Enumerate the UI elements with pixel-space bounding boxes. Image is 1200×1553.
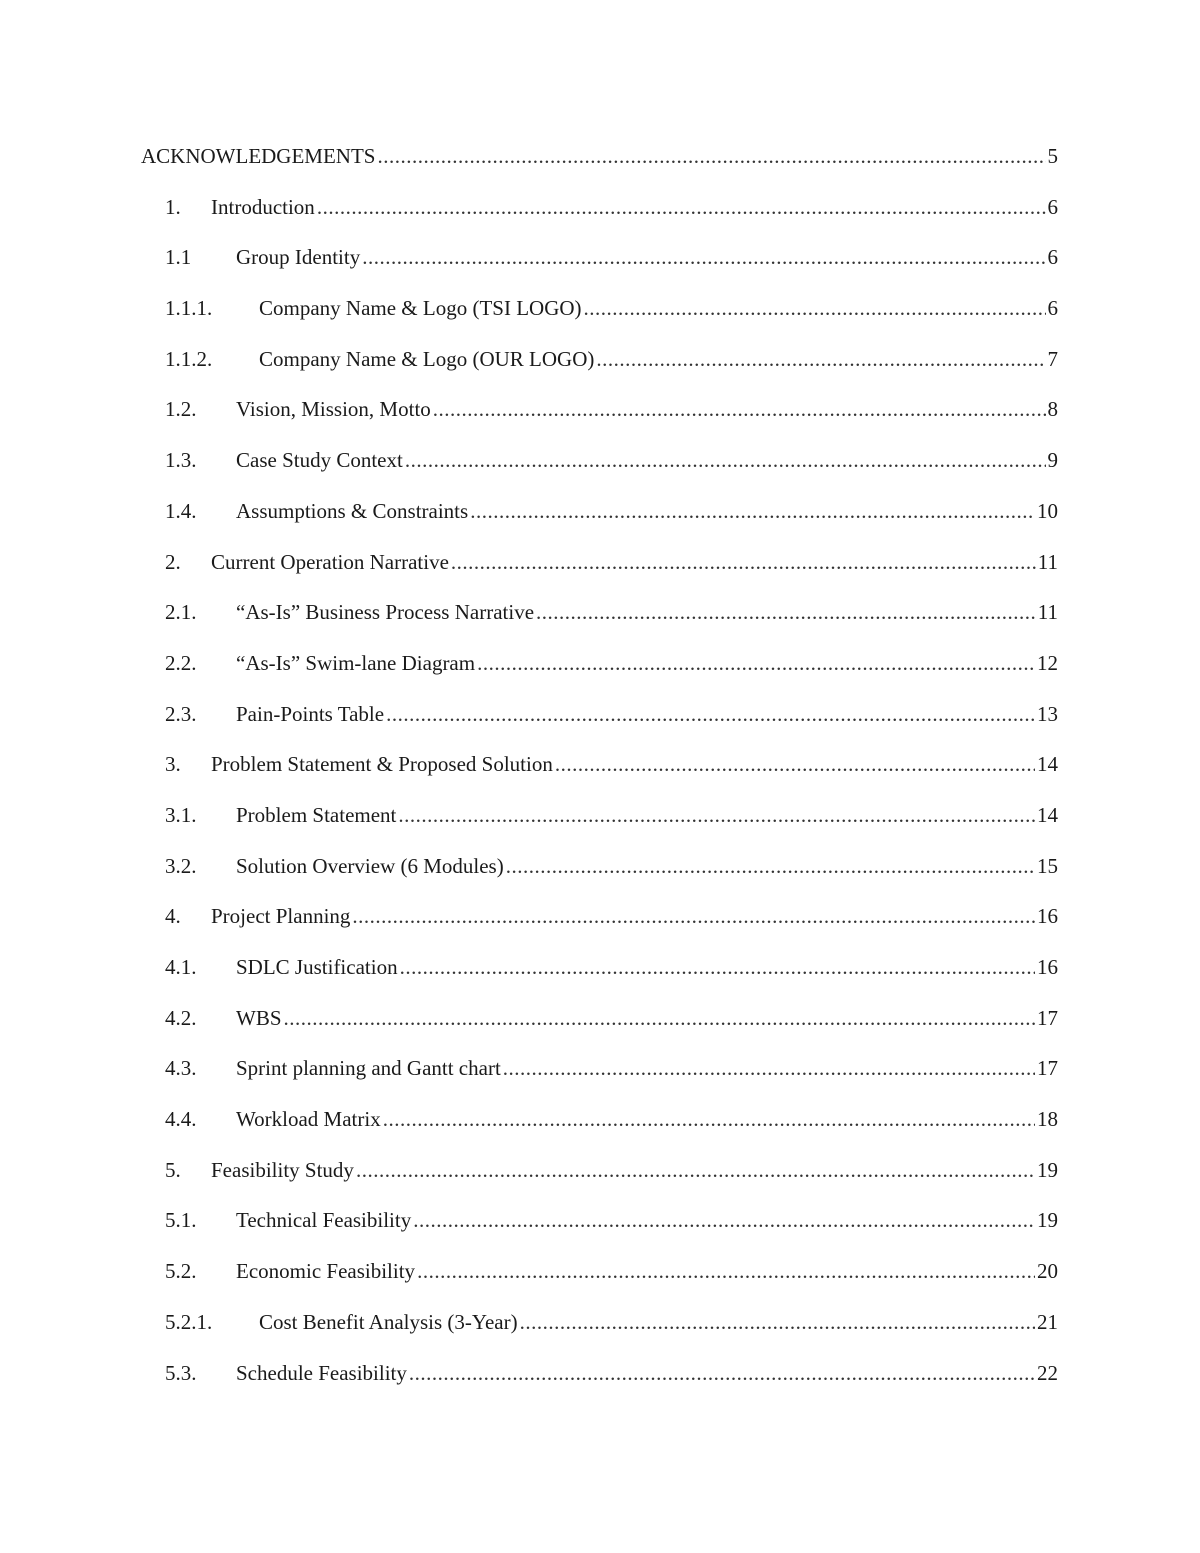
toc-entry-number: 1.1.1. xyxy=(165,296,213,321)
toc-entry-page-number[interactable]: 19 xyxy=(1037,1208,1058,1233)
toc-entry-title[interactable]: Feasibility Study xyxy=(211,1157,354,1182)
toc-dot-leader xyxy=(555,749,1035,779)
toc-entry-line[interactable] xyxy=(165,192,1058,222)
toc-entry[interactable] xyxy=(0,851,1200,902)
toc-entry-title[interactable]: Schedule Feasibility xyxy=(236,1360,407,1385)
toc-entry-title[interactable]: Pain-Points Table xyxy=(236,701,385,726)
toc-entry-number: 5.2.1. xyxy=(165,1309,213,1334)
toc-entry-page-number[interactable]: 16 xyxy=(1037,904,1058,929)
toc-entry[interactable] xyxy=(0,1205,1200,1256)
toc-entry-number: 3.1. xyxy=(165,802,197,827)
toc-entry-page-number[interactable]: 14 xyxy=(1037,802,1058,827)
toc-entry-line[interactable] xyxy=(165,445,1058,475)
toc-dot-leader xyxy=(409,1358,1035,1388)
toc-dot-leader xyxy=(417,1256,1035,1286)
toc-entry-title[interactable]: ACKNOWLEDGEMENTS xyxy=(141,144,376,168)
toc-entry-number: 5.3. xyxy=(165,1360,197,1385)
toc-entry-line[interactable] xyxy=(165,851,1058,881)
toc-entry[interactable] xyxy=(0,192,1200,243)
toc-dot-leader xyxy=(536,597,1036,627)
toc-entry-page-number[interactable]: 5 xyxy=(1047,144,1058,168)
toc-entry-title[interactable]: Project Planning xyxy=(211,904,351,929)
toc-entry-line[interactable] xyxy=(165,800,1058,830)
toc-dot-leader xyxy=(596,344,1045,374)
toc-entry-page-number[interactable]: 9 xyxy=(1047,448,1058,473)
toc-entry[interactable] xyxy=(0,394,1200,445)
toc-entry-title[interactable]: Company Name & Logo (TSI LOGO) xyxy=(259,296,582,321)
toc-entry-page-number[interactable]: 15 xyxy=(1037,853,1058,878)
toc-entry[interactable] xyxy=(0,1256,1200,1307)
toc-entry-page-number[interactable]: 18 xyxy=(1037,1107,1058,1132)
toc-entry-number: 4.1. xyxy=(165,955,197,979)
toc-entry-line[interactable] xyxy=(165,394,1058,424)
toc-entry[interactable] xyxy=(0,1155,1200,1206)
toc-entry[interactable] xyxy=(0,1053,1200,1104)
toc-entry-title[interactable]: “As-Is” Swim-lane Diagram xyxy=(236,650,476,675)
toc-dot-leader xyxy=(413,1205,1035,1235)
toc-entry[interactable] xyxy=(0,749,1200,800)
toc-entry-number: 2.1. xyxy=(165,600,197,625)
toc-entry[interactable] xyxy=(0,1003,1200,1054)
toc-entry-page-number[interactable]: 8 xyxy=(1047,397,1058,422)
toc-entry-line[interactable] xyxy=(165,1053,1058,1083)
toc-entry-number: 1.2. xyxy=(165,397,197,422)
toc-dot-leader xyxy=(470,496,1035,526)
toc-entry-line[interactable] xyxy=(141,141,1058,171)
table-of-contents xyxy=(0,141,1200,1408)
toc-entry[interactable] xyxy=(0,496,1200,547)
toc-entry[interactable] xyxy=(0,901,1200,952)
toc-entry-number: 3. xyxy=(165,752,181,777)
toc-entry-title[interactable]: Technical Feasibility xyxy=(236,1208,412,1233)
toc-entry-number: 2. xyxy=(165,549,181,574)
toc-dot-leader xyxy=(477,648,1035,678)
toc-entry-number: 2.3. xyxy=(165,701,197,726)
toc-entry-page-number[interactable]: 21 xyxy=(1037,1309,1058,1334)
toc-dot-leader xyxy=(352,901,1035,931)
toc-entry-page-number[interactable]: 7 xyxy=(1047,346,1058,371)
toc-entry[interactable] xyxy=(0,141,1200,192)
toc-entry-title[interactable]: SDLC Justification xyxy=(236,955,398,979)
toc-entry-number: 4.4. xyxy=(165,1107,197,1132)
toc-entry-page-number[interactable]: 6 xyxy=(1047,245,1058,270)
toc-dot-leader xyxy=(506,851,1035,881)
toc-entry[interactable] xyxy=(0,293,1200,344)
toc-entry-number: 4.3. xyxy=(165,1056,197,1081)
toc-entry-number: 3.2. xyxy=(165,853,197,878)
toc-entry-page-number[interactable]: 22 xyxy=(1037,1360,1058,1385)
toc-entry-page-number[interactable]: 17 xyxy=(1037,1056,1058,1081)
toc-entry-number: 1. xyxy=(165,194,181,219)
toc-entry[interactable] xyxy=(0,445,1200,496)
toc-entry-number: 4. xyxy=(165,904,181,929)
toc-entry-number: 4.2. xyxy=(165,1005,197,1030)
toc-entry[interactable] xyxy=(0,1358,1200,1409)
toc-entry-title[interactable]: Cost Benefit Analysis (3-Year) xyxy=(259,1309,518,1334)
toc-entry-page-number[interactable]: 11 xyxy=(1037,549,1058,574)
toc-entry-line[interactable] xyxy=(165,344,1058,374)
toc-entry-title[interactable]: Problem Statement xyxy=(236,802,397,827)
toc-entry-line[interactable] xyxy=(165,901,1058,931)
toc-dot-leader xyxy=(317,192,1046,222)
toc-dot-leader xyxy=(386,699,1035,729)
toc-entry-line[interactable] xyxy=(165,242,1058,272)
toc-entry-number: 5.1. xyxy=(165,1208,197,1233)
toc-entry-line[interactable] xyxy=(165,749,1058,779)
toc-entry-line[interactable] xyxy=(165,1205,1058,1235)
toc-entry-title[interactable]: WBS xyxy=(236,1005,282,1030)
toc-entry-line[interactable] xyxy=(165,648,1058,678)
toc-dot-leader xyxy=(433,394,1046,424)
toc-dot-leader xyxy=(451,547,1036,577)
toc-dot-leader xyxy=(284,1003,1035,1033)
toc-entry-page-number[interactable]: 6 xyxy=(1047,194,1058,219)
toc-dot-leader xyxy=(377,141,1045,171)
toc-entry-line[interactable] xyxy=(165,1358,1058,1388)
toc-dot-leader xyxy=(362,242,1045,272)
toc-entry-line[interactable] xyxy=(165,597,1058,627)
toc-entry-title[interactable]: Current Operation Narrative xyxy=(211,549,449,574)
toc-dot-leader xyxy=(584,293,1046,323)
toc-entry-number: 1.1 xyxy=(165,245,192,270)
toc-dot-leader xyxy=(356,1155,1035,1185)
toc-entry-line[interactable] xyxy=(165,547,1058,577)
toc-entry-title[interactable]: Vision, Mission, Motto xyxy=(236,397,431,422)
toc-entry-title[interactable]: Solution Overview (6 Modules) xyxy=(236,853,504,878)
toc-entry[interactable] xyxy=(0,597,1200,648)
toc-entry-line[interactable] xyxy=(165,1003,1058,1033)
toc-dot-leader xyxy=(503,1053,1035,1083)
toc-dot-leader xyxy=(520,1307,1035,1337)
toc-entry-page-number[interactable]: 12 xyxy=(1037,650,1058,675)
toc-entry-line[interactable] xyxy=(165,699,1058,729)
toc-entry-title[interactable]: Group Identity xyxy=(236,245,361,270)
toc-entry[interactable] xyxy=(0,648,1200,699)
toc-entry-title[interactable]: Introduction xyxy=(211,194,315,219)
toc-entry[interactable] xyxy=(0,242,1200,293)
toc-dot-leader xyxy=(398,800,1035,830)
toc-entry-line[interactable] xyxy=(165,952,1058,982)
toc-entry-title[interactable]: Sprint planning and Gantt chart xyxy=(236,1056,501,1081)
toc-entry-line[interactable] xyxy=(165,1256,1058,1286)
toc-dot-leader xyxy=(400,952,1035,982)
toc-entry-number: 5. xyxy=(165,1157,181,1182)
toc-entry-title[interactable]: Case Study Context xyxy=(236,448,403,473)
toc-entry-page-number[interactable]: 16 xyxy=(1037,955,1058,979)
toc-entry-page-number[interactable]: 13 xyxy=(1037,701,1058,726)
toc-entry[interactable] xyxy=(0,1104,1200,1155)
toc-entry-line[interactable] xyxy=(165,496,1058,526)
toc-entry-number: 1.1.2. xyxy=(165,346,213,371)
toc-entry[interactable] xyxy=(0,800,1200,851)
toc-entry-title[interactable]: Workload Matrix xyxy=(236,1107,381,1132)
toc-entry-page-number[interactable]: 6 xyxy=(1047,296,1058,321)
toc-entry-line[interactable] xyxy=(165,1307,1058,1337)
toc-entry-number: 5.2. xyxy=(165,1259,197,1284)
toc-entry[interactable] xyxy=(0,1307,1200,1358)
toc-entry[interactable] xyxy=(0,547,1200,598)
toc-entry[interactable] xyxy=(0,952,1200,1003)
toc-entry-line[interactable] xyxy=(165,1155,1058,1185)
toc-entry-title[interactable]: Economic Feasibility xyxy=(236,1259,416,1284)
toc-entry-title[interactable]: Assumptions & Constraints xyxy=(236,498,469,523)
toc-entry-line[interactable] xyxy=(165,1104,1058,1134)
toc-dot-leader xyxy=(405,445,1046,475)
toc-entry-page-number[interactable]: 20 xyxy=(1037,1259,1058,1284)
toc-entry-title[interactable]: Problem Statement & Proposed Solution xyxy=(211,752,553,777)
toc-entry[interactable] xyxy=(0,344,1200,395)
toc-entry-number: 1.3. xyxy=(165,448,197,473)
toc-entry[interactable] xyxy=(0,699,1200,750)
toc-entry-number: 2.2. xyxy=(165,650,197,675)
toc-entry-page-number[interactable]: 10 xyxy=(1037,498,1058,523)
toc-entry-page-number[interactable]: 11 xyxy=(1037,600,1058,625)
toc-entry-line[interactable] xyxy=(165,293,1058,323)
toc-dot-leader xyxy=(383,1104,1035,1134)
toc-entry-page-number[interactable]: 19 xyxy=(1037,1157,1058,1182)
toc-entry-title[interactable]: Company Name & Logo (OUR LOGO) xyxy=(259,346,595,371)
toc-entry-page-number[interactable]: 14 xyxy=(1037,752,1058,777)
toc-entry-page-number[interactable]: 17 xyxy=(1037,1005,1058,1030)
toc-entry-number: 1.4. xyxy=(165,498,197,523)
toc-entry-title[interactable]: “As-Is” Business Process Narrative xyxy=(236,600,535,625)
